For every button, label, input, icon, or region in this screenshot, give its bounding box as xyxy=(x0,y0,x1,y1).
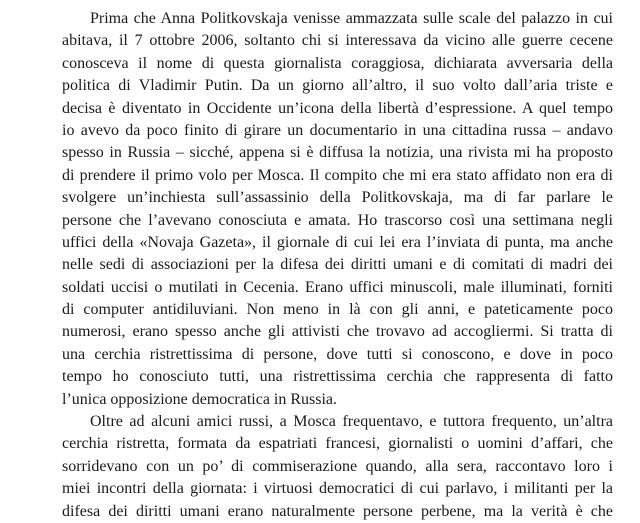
text-line: una cerchia ristrettissima di persone, dove tutti si conoscono, e dove in poco xyxy=(62,345,613,363)
text-line: miei incontri della giornata: i virtuosi democratici di cui parlavo, i militanti per la xyxy=(62,480,613,498)
text-line: di prendere il primo volo per Mosca. Il compito che mi era stato affidato non era di xyxy=(62,166,613,184)
document-page xyxy=(62,8,613,523)
text-line: decisa è diventato in Occidente un’icona della libertà d’espressione. A quel tempo xyxy=(62,99,613,117)
text-line: uffici della «Novaja Gazeta», il giornale di cui lei era l’inviata di punta, ma anche xyxy=(62,233,613,251)
text-line: spesso in Russia – sicché, appena si è diffusa la notizia, una rivista mi ha proposto xyxy=(62,144,613,162)
text-line: Oltre ad alcuni amici russi, a Mosca frequentavo, e tuttora frequento, un’altra xyxy=(90,413,613,431)
text-line: nelle sedi di associazioni per la difesa dei diritti umani e di comitati di madri dei xyxy=(62,256,613,274)
text-line: numerosi, erano spesso anche gli attivisti che trovavo ad accogliermi. Si tratta di xyxy=(62,323,613,341)
paragraph xyxy=(62,411,613,523)
text-line: io avevo da poco finito di girare un documentario in una cittadina russa – andavo xyxy=(62,121,613,139)
paragraph xyxy=(62,8,613,411)
text-line: persone che l’avevano conosciuta e amata. Ho trascorso così una settimana negli xyxy=(62,211,613,229)
text-line: cerchia ristretta, formata da espatriati francesi, giornalisti o uomini d’affari, che xyxy=(62,435,613,453)
text-line: conosceva il nome di questa giornalista coraggiosa, dichiarata avversaria della xyxy=(62,54,613,72)
text-line: Prima che Anna Politkovskaja venisse ammazzata sulle scale del palazzo in cui xyxy=(90,10,613,27)
text-line: soldati uccisi o mutilati in Cecenia. Erano uffici minuscoli, male illuminati, forniti xyxy=(62,278,613,296)
text-line: politica di Vladimir Putin. Da un giorno all’altro, il suo volto dall’aria triste e xyxy=(62,77,613,95)
text-line: tempo ho conosciuto tutti, una ristrettissima cerchia che rappresenta di fatto xyxy=(62,368,613,386)
text-line: abitava, il 7 ottobre 2006, soltanto chi si interessava da vicino alle guerre cecene xyxy=(62,32,613,50)
text-line: sorridevano con un po’ di commiserazione quando, alla sera, raccontavo loro i xyxy=(62,457,613,475)
text-line: l’unica opposizione democratica in Russia. xyxy=(62,390,338,408)
text-line: svolgere un’inchiesta sull’assassinio della Politkovskaja, ma di far parlare le xyxy=(62,189,613,207)
text-line: di computer antidiluviani. Non meno in là con gli anni, e pateticamente poco xyxy=(62,301,613,319)
text-line: difesa dei diritti umani erano naturalmente persone perbene, ma la verità è che xyxy=(62,502,613,520)
